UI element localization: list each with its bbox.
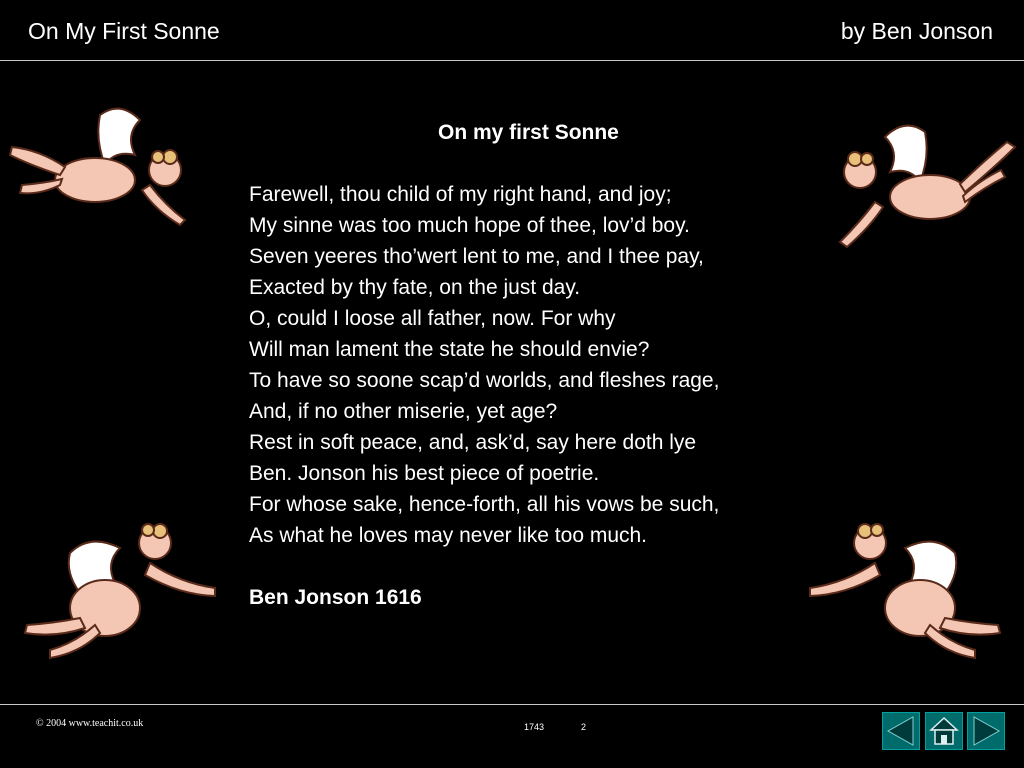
cherub-icon [825, 112, 1024, 257]
home-icon [926, 713, 962, 749]
poem-title: On my first Sonne [438, 121, 619, 144]
slide-title: On My First Sonne [28, 18, 220, 44]
arrow-right-icon [968, 713, 1004, 749]
next-slide-button[interactable] [967, 712, 1005, 750]
cherub-icon [10, 513, 225, 663]
poem-line: My sinne was too much hope of thee, lov’d boy. [249, 214, 690, 237]
header-divider [0, 60, 1024, 61]
poem-line: Rest in soft peace, and, ask’d, say here doth lye [249, 431, 697, 454]
resource-id: 1743 [524, 722, 545, 732]
footer-divider [0, 704, 1024, 705]
poem-line: Farewell, thou child of my right hand, and joy; [249, 183, 672, 206]
arrow-left-icon [883, 713, 919, 749]
poem-line: Ben. Jonson his best piece of poetrie. [249, 462, 600, 485]
poem-signature: Ben Jonson 1616 [249, 586, 422, 609]
cherub-icon [0, 95, 200, 240]
poem-line: Seven yeeres tho’wert lent to me, and I thee pay, [249, 245, 704, 268]
poem-line: O, could I loose all father, now. For why [249, 307, 616, 330]
previous-slide-button[interactable] [882, 712, 920, 750]
poem-line: As what he loves may never like too much. [249, 524, 648, 547]
poem-body [249, 117, 849, 613]
poem-line: For whose sake, hence-forth, all his vows be such, [249, 493, 720, 516]
poem-line: And, if no other miserie, yet age? [249, 400, 558, 423]
copyright-notice: © 2004 www.teachit.co.uk [36, 718, 144, 729]
page-number: 2 [581, 722, 587, 732]
home-button[interactable] [925, 712, 963, 750]
poem-line: Will man lament the state he should envie? [249, 338, 650, 361]
poem-line: Exacted by thy fate, on the just day. [249, 276, 581, 299]
slide-author: by Ben Jonson [840, 18, 993, 44]
poem-line: To have so soone scap’d worlds, and fleshes rage, [249, 369, 720, 392]
